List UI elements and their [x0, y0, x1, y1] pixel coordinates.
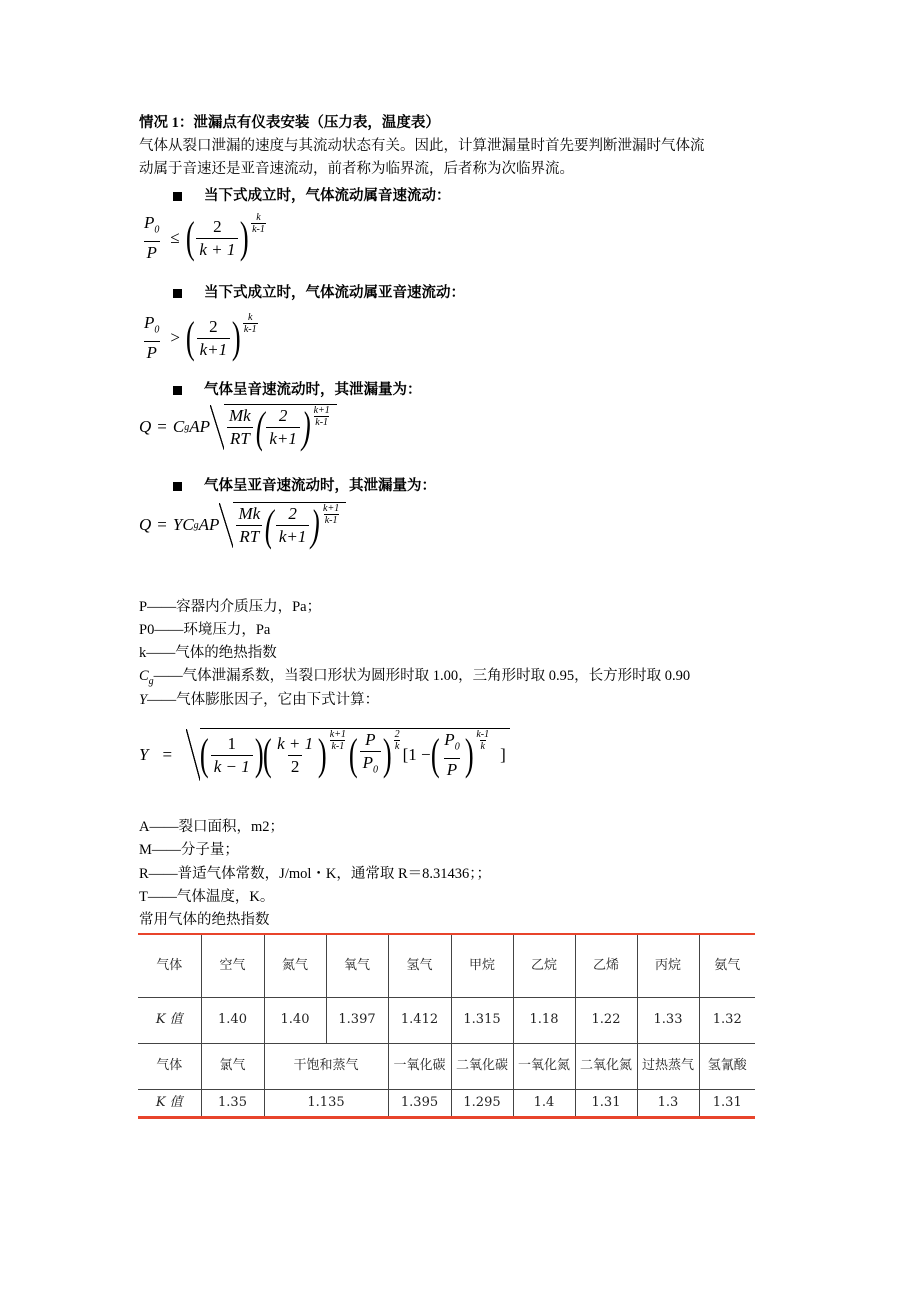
formula-part	[141, 312, 162, 341]
formula-part: Mk	[229, 406, 251, 425]
formula-part: k+1	[323, 503, 340, 514]
bullet-icon	[173, 289, 182, 298]
formula-part: RT	[236, 525, 262, 548]
formula-part: (	[265, 500, 274, 550]
formula-part: 0	[154, 324, 160, 336]
formula-part: k-1	[331, 741, 345, 752]
formula-part: k	[256, 212, 261, 223]
formula-part: (	[430, 730, 440, 780]
formula-part: g	[184, 421, 190, 433]
formula-part: ≤	[170, 228, 180, 248]
formula-part	[197, 316, 231, 361]
definition-P: P——容器内介质压力，Pa；	[139, 599, 322, 615]
formula-part: P	[444, 730, 455, 749]
table-cell: 1.32	[699, 997, 755, 1043]
formula-part: =	[157, 417, 167, 436]
table-cell: 甲烷	[451, 934, 513, 997]
formula-part: Y	[139, 744, 149, 764]
table-cell: 1.33	[637, 997, 699, 1043]
formula-expansion-factor	[139, 728, 510, 781]
formula-part: AP	[198, 515, 220, 534]
definition-M: M——分子量；	[139, 842, 239, 858]
formula-part	[394, 729, 401, 752]
formula-subsonic-leak	[139, 502, 346, 548]
formula-part: ]	[500, 745, 506, 765]
formula-part: )	[240, 213, 250, 263]
formula-part: 2	[288, 504, 297, 523]
definition-R: R——普适气体常数，J/mol・K，通常取 R＝8.31436；；	[139, 866, 492, 882]
table-cell: 1.135	[264, 1089, 388, 1117]
formula-part: k-1	[476, 729, 490, 740]
table-cell: 1.18	[513, 997, 575, 1043]
formula-part: [1 −	[402, 745, 431, 765]
table-cell: 空气	[201, 934, 264, 997]
formula-part	[141, 212, 162, 241]
table-cell: 过热蒸气	[637, 1043, 699, 1089]
formula-part	[243, 312, 258, 335]
table-cell: 1.40	[264, 997, 326, 1043]
formula-part	[392, 729, 403, 752]
formula-part	[276, 503, 310, 548]
formula-part	[360, 729, 381, 781]
formula-part: k-1	[252, 224, 265, 235]
formula-part: YC	[172, 515, 194, 534]
formula-part	[235, 503, 263, 548]
formula-part	[251, 212, 266, 235]
bullet-icon	[173, 192, 182, 201]
formula-part	[441, 729, 462, 758]
formula-part: 1	[227, 733, 236, 753]
table-cell: 气体	[138, 1043, 201, 1089]
formula-part: )	[311, 500, 321, 550]
formula-part: (	[185, 213, 195, 263]
formula-part: RT	[227, 427, 253, 450]
formula-part: >	[170, 328, 180, 348]
formula-part	[233, 502, 346, 548]
table-cell: 1.397	[326, 997, 388, 1043]
formula-part: 0	[372, 764, 378, 776]
formula-part: 气体呈音速流动时，其泄漏量为：	[204, 382, 422, 398]
formula-part: Q	[139, 515, 152, 534]
formula-part: 0	[454, 741, 460, 753]
formula-part: k-1	[315, 417, 329, 428]
table-cell: 1.315	[451, 997, 513, 1043]
table-cell: 1.3	[637, 1089, 699, 1117]
formula-part	[141, 212, 162, 264]
intro-line-1: 气体从裂口泄漏的速度与其流动状态有关。因此，计算泄漏量时首先要判断泄漏时气体流	[139, 138, 705, 154]
table-cell: 乙烷	[513, 934, 575, 997]
table-cell: 气体	[138, 934, 201, 997]
formula-part	[329, 729, 347, 752]
table-cell: 1.35	[201, 1089, 264, 1117]
formula-part: C	[172, 417, 185, 436]
formula-part: g	[193, 519, 199, 531]
definition-k: k——气体的绝热指数	[139, 645, 277, 661]
formula-part: )	[232, 313, 241, 363]
formula-part: k+1	[276, 525, 310, 548]
formula-part: 2	[288, 755, 303, 778]
formula-part	[141, 312, 162, 364]
formula-part: g	[148, 675, 154, 687]
formula-part: k-1	[324, 515, 338, 526]
formula-part: )	[254, 730, 264, 780]
formula-part: k-1	[243, 324, 257, 335]
table-cell: 1.40	[201, 997, 264, 1043]
section-heading: 情况 1：泄漏点有仪表安装（压力表，温度表）	[139, 115, 440, 131]
definition-Y	[139, 690, 379, 710]
formula-part: )	[301, 402, 311, 452]
formula-part	[473, 729, 492, 752]
formula-part: ——气体泄漏系数，当裂口形状为圆形时取 1.00，三角形时取 0.95，长方形时取 0.90	[153, 668, 691, 684]
formula-part: k+1	[329, 729, 346, 740]
table-cell: K 值	[138, 997, 201, 1043]
table-cell: 1.295	[451, 1089, 513, 1117]
formula-part	[241, 312, 260, 335]
definition-A: A——裂口面积，m2；	[139, 819, 284, 835]
formula-part: k + 1	[196, 238, 238, 261]
table-cell: 乙烯	[575, 934, 637, 997]
formula-part	[322, 503, 340, 526]
formula-part: k+1	[313, 405, 330, 416]
formula-part	[360, 751, 381, 781]
formula-part: 当下式成立时，气体流动属音速流动：	[204, 188, 451, 204]
formula-part: C	[139, 668, 149, 684]
table-cell: 二氧化氮	[575, 1043, 637, 1089]
table-cell: 氯气	[201, 1043, 264, 1089]
formula-part: k	[247, 312, 253, 323]
formula-part	[196, 216, 238, 261]
bullet-subsonic	[139, 283, 465, 303]
definition-P0: P0——环境压力，Pa	[139, 622, 271, 638]
table-cell: 1.31	[699, 1089, 755, 1117]
formula-part: (	[185, 313, 195, 363]
formula-part: 2	[394, 729, 400, 740]
formula-part: (	[255, 402, 265, 452]
formula-part	[200, 728, 510, 781]
table-cell: 丙烷	[637, 934, 699, 997]
formula-part: 2	[278, 406, 288, 425]
table-caption: 常用气体的绝热指数	[139, 912, 270, 928]
formula-part: P	[144, 313, 155, 332]
formula-part	[211, 733, 253, 778]
table-cell: 干饱和蒸气	[264, 1043, 388, 1089]
formula-part: k	[394, 741, 400, 752]
formula-part	[226, 405, 254, 450]
formula-part: =	[157, 515, 167, 534]
formula-part: Mk	[238, 504, 261, 523]
bullet-sonic	[139, 186, 451, 206]
formula-part	[475, 729, 490, 752]
formula-part: )	[382, 730, 392, 780]
formula-part: AP	[189, 417, 210, 436]
formula-part: 2	[213, 216, 222, 236]
formula-part: (	[199, 730, 209, 780]
bullet-sonic-leak	[139, 380, 422, 400]
intro-line-2: 动属于音速还是亚音速流动，前者称为临界流，后者称为次临界流。	[139, 161, 574, 177]
formula-part	[274, 733, 316, 778]
formula-part: 气体呈亚音速流动时，其泄漏量为：	[204, 478, 436, 494]
table-cell: 一氧化氮	[513, 1043, 575, 1089]
table-row	[138, 997, 755, 1043]
formula-part: 0	[154, 224, 160, 236]
table-cell: 1.22	[575, 997, 637, 1043]
formula-part: k	[480, 741, 485, 752]
formula-part: (	[348, 730, 358, 780]
formula-part: k + 1	[277, 733, 314, 753]
adiabatic-index-table	[138, 933, 755, 1119]
table-row	[138, 1043, 755, 1089]
definition-Cg	[139, 666, 690, 692]
table-cell: 1.4	[513, 1089, 575, 1117]
table-cell: 一氧化碳	[388, 1043, 451, 1089]
formula-part: (	[263, 730, 273, 780]
formula-part: 当下式成立时，气体流动属亚音速流动：	[204, 285, 465, 301]
formula-part: )	[318, 730, 327, 780]
formula-part	[327, 729, 349, 752]
formula-part: k − 1	[211, 755, 253, 778]
table-cell: 氨气	[699, 934, 755, 997]
formula-part	[266, 405, 300, 450]
bullet-icon	[173, 386, 182, 395]
formula-part: P	[144, 341, 160, 364]
formula-part: Y	[139, 692, 148, 708]
formula-part: P	[144, 241, 160, 264]
definition-T: T——气体温度，K。	[139, 889, 275, 905]
formula-part	[224, 404, 337, 450]
bullet-icon	[173, 482, 182, 491]
formula-part: P	[444, 758, 460, 781]
formula-part: k+1	[266, 427, 300, 450]
table-row	[138, 934, 755, 997]
formula-sonic-condition	[139, 212, 268, 264]
formula-part	[441, 729, 462, 781]
formula-part: P	[144, 213, 155, 232]
formula-part: ——气体膨胀因子，它由下式计算：	[147, 692, 380, 708]
formula-part: 2	[209, 316, 218, 336]
table-cell: 1.31	[575, 1089, 637, 1117]
formula-part	[311, 405, 333, 428]
table-cell: 氮气	[264, 934, 326, 997]
table-cell: K 值	[138, 1089, 201, 1117]
formula-part: k+1	[197, 338, 231, 361]
table-cell: 氢氰酸	[699, 1043, 755, 1089]
bullet-subsonic-leak	[139, 476, 436, 496]
formula-part: P	[362, 753, 373, 772]
formula-part: )	[464, 730, 474, 780]
table-cell: 二氧化碳	[451, 1043, 513, 1089]
formula-part	[249, 212, 268, 235]
table-cell: 1.412	[388, 997, 451, 1043]
table-cell: 1.395	[388, 1089, 451, 1117]
formula-sonic-leak	[139, 404, 337, 450]
formula-part	[320, 503, 342, 526]
formula-part: P	[365, 730, 376, 749]
table-cell: 氧气	[326, 934, 388, 997]
formula-part	[313, 405, 331, 428]
table-cell: 氢气	[388, 934, 451, 997]
table-row	[138, 1089, 755, 1117]
formula-part: Q	[139, 417, 152, 436]
formula-part: =	[162, 744, 173, 764]
formula-subsonic-condition	[139, 312, 260, 364]
